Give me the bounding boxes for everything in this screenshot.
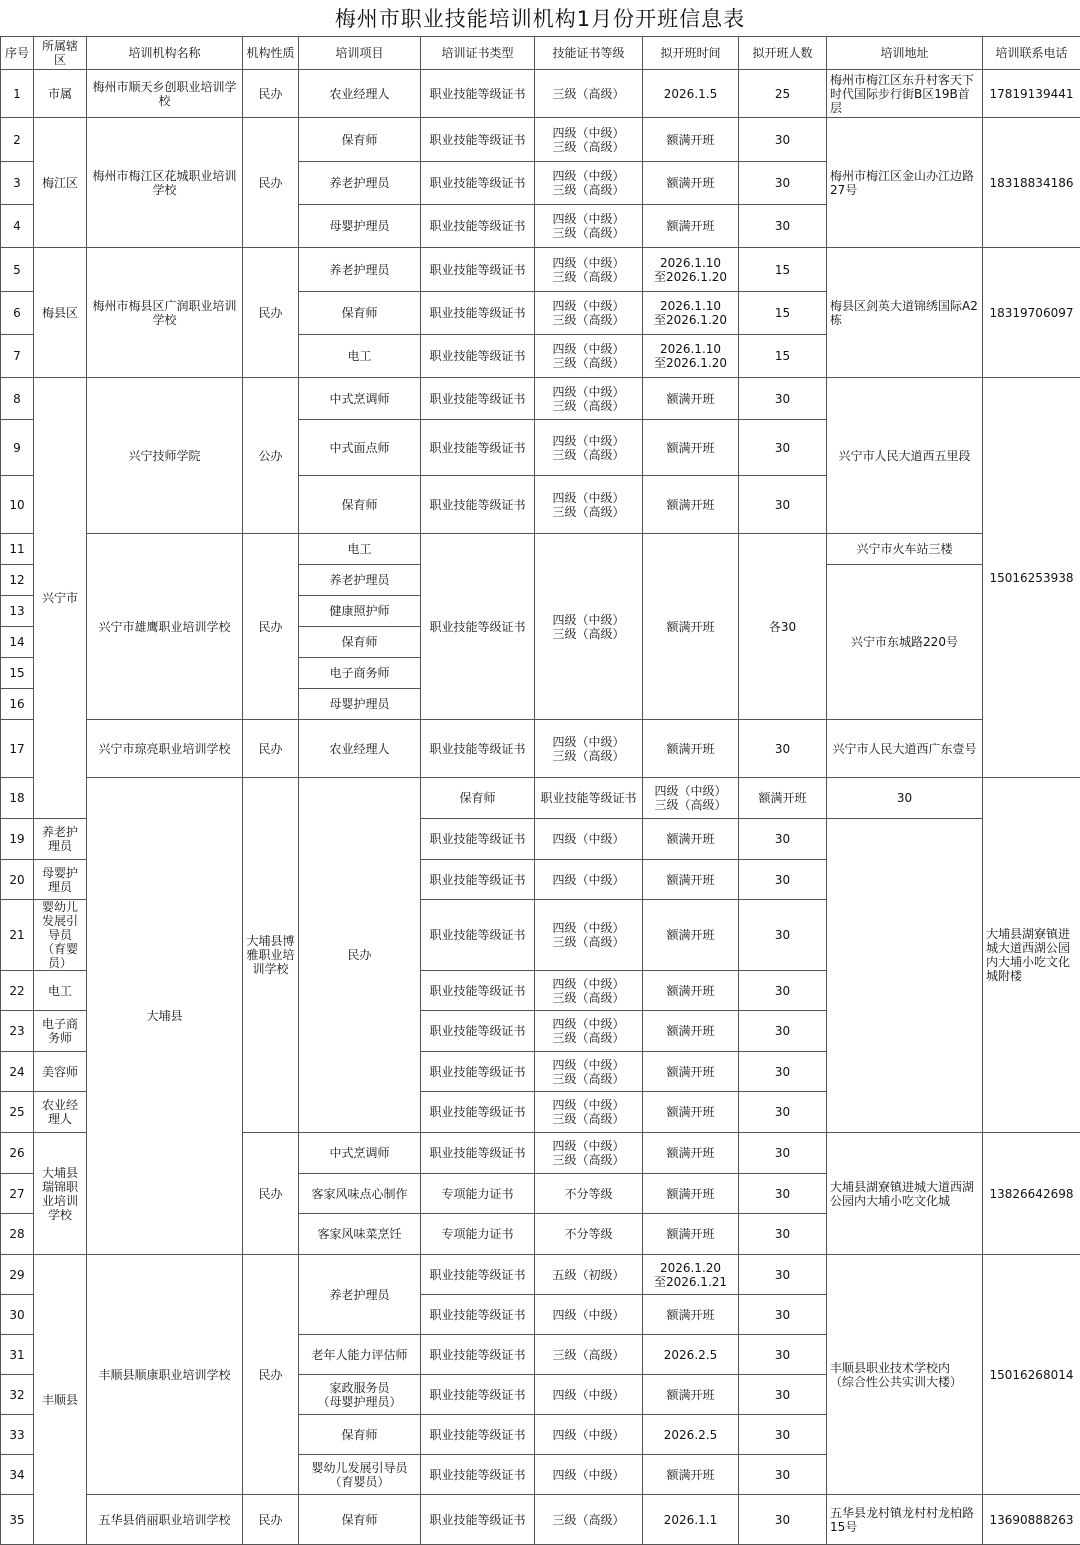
cell-class-size: 30 [739, 118, 827, 162]
cell-program: 养老护理员 [299, 162, 421, 205]
cell-seq: 6 [1, 292, 34, 335]
cell-class-size: 30 [739, 1133, 827, 1174]
cell-start-time: 额满开班 [643, 378, 739, 420]
cell-start-time: 额满开班 [739, 778, 827, 819]
cell-institution: 兴宁市琼亮职业培训学校 [87, 720, 243, 778]
training-schedule-table [0, 36, 1080, 1545]
cell-district: 丰顺县 [34, 1255, 87, 1545]
cell-class-size: 30 [739, 1375, 827, 1415]
header-seq: 序号 [1, 37, 34, 70]
cell-level: 四级（中级） 三级（高级） [535, 1052, 643, 1092]
cell-institution: 大埔县瑞锦职业培训学校 [34, 1133, 87, 1255]
cell-cert-type: 职业技能等级证书 [421, 1255, 535, 1295]
cell-cert-type: 职业技能等级证书 [421, 70, 535, 118]
cell-seq: 22 [1, 971, 34, 1011]
cell-seq: 20 [1, 860, 34, 900]
cell-seq: 19 [1, 819, 34, 860]
cell-cert-type: 职业技能等级证书 [421, 860, 535, 900]
cell-class-size: 30 [739, 378, 827, 420]
cell-program: 保育师 [299, 476, 421, 534]
cell-institution: 梅州市顺天乡创职业培训学校 [87, 70, 243, 118]
cell-cert-type: 职业技能等级证书 [421, 205, 535, 248]
cell-nature: 民办 [243, 534, 299, 720]
cell-level: 四级（中级） 三级（高级） [535, 420, 643, 476]
cell-level: 四级（中级） [535, 1295, 643, 1335]
cell-seq: 3 [1, 162, 34, 205]
cell-institution: 梅州市梅县区广润职业培训学校 [87, 248, 243, 378]
cell-level: 四级（中级） [535, 1455, 643, 1495]
cell-cert-type: 职业技能等级证书 [421, 1295, 535, 1335]
cell-level: 不分等级 [535, 1214, 643, 1255]
cell-class-size: 30 [739, 1174, 827, 1214]
cell-cert-type: 职业技能等级证书 [535, 778, 643, 819]
cell-level: 三级（高级） [535, 1335, 643, 1375]
cell-start-time: 2026.1.10 至2026.1.20 [643, 292, 739, 335]
cell-address: 梅州市梅江区金山办江边路27号 [827, 118, 983, 248]
cell-program: 养老护理员 [299, 565, 421, 596]
cell-cert-type: 职业技能等级证书 [421, 534, 535, 720]
cell-seq: 11 [1, 534, 34, 565]
cell-phone: 13826642698 [983, 1133, 1080, 1255]
cell-address: 大埔县湖寮镇进城大道西湖公园内大埔小吃文化城 [827, 1133, 983, 1255]
cell-level: 四级（中级） 三级（高级） [535, 162, 643, 205]
cell-level: 四级（中级） 三级（高级） [535, 1011, 643, 1052]
header-district: 所属辖区 [34, 37, 87, 70]
cell-cert-type: 职业技能等级证书 [421, 1495, 535, 1545]
cell-nature: 民办 [243, 720, 299, 778]
table-row [1, 1255, 1080, 1295]
cell-start-time: 2026.2.5 [643, 1415, 739, 1455]
cell-cert-type: 职业技能等级证书 [421, 476, 535, 534]
cell-program: 中式面点师 [299, 420, 421, 476]
cell-class-size: 30 [739, 1052, 827, 1092]
cell-seq: 4 [1, 205, 34, 248]
cell-start-time: 2026.1.5 [643, 70, 739, 118]
cell-program: 中式烹调师 [299, 378, 421, 420]
cell-level: 四级（中级） [535, 1415, 643, 1455]
cell-program: 保育师 [299, 292, 421, 335]
cell-level: 不分等级 [535, 1174, 643, 1214]
cell-seq: 15 [1, 658, 34, 689]
cell-level: 五级（初级） [535, 1255, 643, 1295]
page-title: 梅州市职业技能培训机构1月份开班信息表 [0, 0, 1080, 36]
header-class-size: 拟开班人数 [739, 37, 827, 70]
cell-district: 兴宁市 [34, 378, 87, 819]
cell-seq: 8 [1, 378, 34, 420]
table-row [1, 248, 1080, 292]
cell-class-size: 30 [739, 1455, 827, 1495]
cell-address: 梅州市梅江区东升村客天下时代国际步行街B区19B首层 [827, 70, 983, 118]
table-row [1, 70, 1080, 118]
cell-start-time: 额满开班 [643, 860, 739, 900]
header-nature: 机构性质 [243, 37, 299, 70]
cell-start-time: 2026.2.5 [643, 1335, 739, 1375]
cell-start-time: 2026.1.1 [643, 1495, 739, 1545]
cell-start-time: 额满开班 [643, 1133, 739, 1174]
cell-seq: 12 [1, 565, 34, 596]
cell-program: 家政服务员 （母婴护理员） [299, 1375, 421, 1415]
cell-start-time: 额满开班 [643, 819, 739, 860]
cell-program: 中式烹调师 [299, 1133, 421, 1174]
cell-institution: 梅州市梅江区花城职业培训学校 [87, 118, 243, 248]
cell-start-time: 额满开班 [643, 1375, 739, 1415]
cell-cert-type: 职业技能等级证书 [421, 118, 535, 162]
cell-nature: 民办 [243, 70, 299, 118]
header-cert-type: 培训证书类型 [421, 37, 535, 70]
cell-program: 客家风味菜烹饪 [299, 1214, 421, 1255]
cell-program: 母婴护理员 [34, 860, 87, 900]
cell-seq: 25 [1, 1092, 34, 1133]
cell-nature: 民办 [243, 118, 299, 248]
cell-program: 电子商务师 [299, 658, 421, 689]
cell-address: 兴宁市火车站三楼 [827, 534, 983, 565]
cell-cert-type: 职业技能等级证书 [421, 162, 535, 205]
cell-program: 养老护理员 [299, 248, 421, 292]
cell-program: 农业经理人 [34, 1092, 87, 1133]
cell-start-time: 额满开班 [643, 534, 739, 720]
cell-start-time: 额满开班 [643, 1092, 739, 1133]
cell-cert-type: 职业技能等级证书 [421, 1011, 535, 1052]
cell-start-time: 额满开班 [643, 420, 739, 476]
cell-class-size: 30 [739, 476, 827, 534]
cell-cert-type: 职业技能等级证书 [421, 378, 535, 420]
cell-cert-type: 职业技能等级证书 [421, 720, 535, 778]
cell-district: 市属 [34, 70, 87, 118]
cell-class-size: 30 [739, 1495, 827, 1545]
cell-cert-type: 专项能力证书 [421, 1174, 535, 1214]
cell-level: 四级（中级） 三级（高级） [535, 534, 643, 720]
cell-level: 四级（中级） 三级（高级） [535, 720, 643, 778]
cell-nature: 民办 [243, 1495, 299, 1545]
cell-seq: 1 [1, 70, 34, 118]
cell-level: 四级（中级） 三级（高级） [535, 335, 643, 378]
cell-level: 四级（中级） 三级（高级） [535, 971, 643, 1011]
cell-district: 梅县区 [34, 248, 87, 378]
cell-address: 兴宁市人民大道西五里段 [827, 378, 983, 534]
cell-seq: 34 [1, 1455, 34, 1495]
cell-phone: 15016253938 [983, 378, 1080, 778]
cell-program: 农业经理人 [299, 720, 421, 778]
cell-seq: 27 [1, 1174, 34, 1214]
cell-level: 四级（中级） 三级（高级） [643, 778, 739, 819]
cell-level: 四级（中级） 三级（高级） [535, 292, 643, 335]
cell-level: 四级（中级） [535, 1375, 643, 1415]
cell-program: 老年人能力评估师 [299, 1335, 421, 1375]
cell-seq: 30 [1, 1295, 34, 1335]
cell-program: 电子商务师 [34, 1011, 87, 1052]
cell-seq: 7 [1, 335, 34, 378]
cell-start-time: 额满开班 [643, 118, 739, 162]
cell-seq: 26 [1, 1133, 34, 1174]
cell-seq: 31 [1, 1335, 34, 1375]
cell-level: 三级（高级） [535, 70, 643, 118]
cell-level: 三级（高级） [535, 1495, 643, 1545]
cell-class-size: 30 [739, 900, 827, 971]
cell-cert-type: 职业技能等级证书 [421, 335, 535, 378]
cell-nature: 民办 [243, 1133, 299, 1255]
table-row [1, 1495, 1080, 1545]
cell-program: 养老护理员 [34, 819, 87, 860]
cell-program: 电工 [299, 534, 421, 565]
cell-level: 四级（中级） 三级（高级） [535, 118, 643, 162]
cell-phone: 17819139441 [983, 70, 1080, 118]
cell-class-size: 30 [739, 420, 827, 476]
header-start-time: 拟开班时间 [643, 37, 739, 70]
cell-level: 四级（中级） 三级（高级） [535, 205, 643, 248]
cell-start-time: 额满开班 [643, 720, 739, 778]
cell-seq: 35 [1, 1495, 34, 1545]
cell-program: 婴幼儿发展引导员 （育婴员） [34, 900, 87, 971]
cell-class-size: 30 [739, 860, 827, 900]
cell-cert-type: 职业技能等级证书 [421, 971, 535, 1011]
cell-start-time: 额满开班 [643, 1455, 739, 1495]
cell-institution: 大埔县博雅职业培训学校 [243, 778, 299, 1133]
cell-district: 梅江区 [34, 118, 87, 248]
cell-class-size: 30 [739, 1415, 827, 1455]
cell-level: 四级（中级） [535, 860, 643, 900]
cell-phone: 18318834186 [983, 118, 1080, 248]
cell-cert-type: 职业技能等级证书 [421, 420, 535, 476]
cell-class-size: 30 [739, 162, 827, 205]
cell-cert-type: 专项能力证书 [421, 1214, 535, 1255]
cell-institution: 兴宁市雄鹰职业培训学校 [87, 534, 243, 720]
cell-seq: 17 [1, 720, 34, 778]
cell-class-size: 30 [739, 1011, 827, 1052]
cell-program: 保育师 [299, 1415, 421, 1455]
cell-institution: 丰顺县顺康职业培训学校 [87, 1255, 243, 1495]
header-institution: 培训机构名称 [87, 37, 243, 70]
cell-seq: 28 [1, 1214, 34, 1255]
cell-level: 四级（中级） 三级（高级） [535, 1092, 643, 1133]
cell-class-size: 30 [827, 778, 983, 819]
cell-cert-type: 职业技能等级证书 [421, 819, 535, 860]
cell-program: 保育师 [299, 1495, 421, 1545]
cell-seq: 33 [1, 1415, 34, 1455]
cell-start-time: 额满开班 [643, 1214, 739, 1255]
cell-seq: 14 [1, 627, 34, 658]
cell-program: 母婴护理员 [299, 689, 421, 720]
cell-phone: 18319706097 [983, 248, 1080, 378]
cell-address: 丰顺县职业技术学校内 （综合性公共实训大楼） [827, 1255, 983, 1495]
cell-class-size: 各30 [739, 534, 827, 720]
cell-program: 母婴护理员 [299, 205, 421, 248]
cell-nature: 民办 [243, 1255, 299, 1495]
cell-class-size: 30 [739, 720, 827, 778]
header-phone: 培训联系电话 [983, 37, 1080, 70]
cell-cert-type: 职业技能等级证书 [421, 1133, 535, 1174]
cell-class-size: 30 [739, 1295, 827, 1335]
cell-start-time: 2026.1.10 至2026.1.20 [643, 248, 739, 292]
cell-program: 电工 [34, 971, 87, 1011]
cell-cert-type: 职业技能等级证书 [421, 1455, 535, 1495]
cell-seq: 32 [1, 1375, 34, 1415]
cell-class-size: 15 [739, 335, 827, 378]
cell-cert-type: 职业技能等级证书 [421, 1052, 535, 1092]
cell-start-time: 额满开班 [643, 162, 739, 205]
header-address: 培训地址 [827, 37, 983, 70]
cell-level: 四级（中级） 三级（高级） [535, 378, 643, 420]
table-row [1, 778, 1080, 819]
cell-program: 养老护理员 [299, 1255, 421, 1335]
cell-class-size: 30 [739, 971, 827, 1011]
cell-seq: 29 [1, 1255, 34, 1295]
header-program: 培训项目 [299, 37, 421, 70]
cell-start-time: 额满开班 [643, 1011, 739, 1052]
cell-program: 保育师 [421, 778, 535, 819]
cell-class-size: 30 [739, 1214, 827, 1255]
cell-class-size: 15 [739, 292, 827, 335]
cell-cert-type: 职业技能等级证书 [421, 248, 535, 292]
cell-institution: 五华县俏丽职业培训学校 [87, 1495, 243, 1545]
cell-start-time: 额满开班 [643, 1174, 739, 1214]
cell-level: 四级（中级） 三级（高级） [535, 248, 643, 292]
cell-class-size: 25 [739, 70, 827, 118]
cell-institution: 兴宁技师学院 [87, 378, 243, 534]
cell-seq: 13 [1, 596, 34, 627]
cell-program: 保育师 [299, 118, 421, 162]
cell-program: 客家风味点心制作 [299, 1174, 421, 1214]
cell-class-size: 15 [739, 248, 827, 292]
cell-program: 健康照护师 [299, 596, 421, 627]
cell-address: 大埔县湖寮镇进城大道西湖公园内大埔小吃文化城附楼 [983, 778, 1080, 1133]
cell-cert-type: 职业技能等级证书 [421, 1335, 535, 1375]
cell-phone: 15016268014 [983, 1255, 1080, 1495]
cell-seq: 16 [1, 689, 34, 720]
cell-seq: 10 [1, 476, 34, 534]
cell-seq: 9 [1, 420, 34, 476]
cell-seq: 5 [1, 248, 34, 292]
cell-nature: 公办 [243, 378, 299, 534]
cell-nature: 民办 [243, 248, 299, 378]
cell-nature: 民办 [299, 778, 421, 1133]
cell-cert-type: 职业技能等级证书 [421, 900, 535, 971]
table-row [1, 720, 1080, 778]
cell-seq: 2 [1, 118, 34, 162]
table-row [1, 534, 1080, 565]
cell-cert-type: 职业技能等级证书 [421, 1092, 535, 1133]
cell-program: 保育师 [299, 627, 421, 658]
cell-start-time: 2026.1.10 至2026.1.20 [643, 335, 739, 378]
header-level: 技能证书等级 [535, 37, 643, 70]
cell-level: 四级（中级） 三级（高级） [535, 900, 643, 971]
cell-class-size: 30 [739, 1092, 827, 1133]
cell-start-time: 额满开班 [643, 971, 739, 1011]
cell-address: 五华县龙村镇龙村村龙柏路15号 [827, 1495, 983, 1545]
cell-program: 农业经理人 [299, 70, 421, 118]
cell-start-time: 2026.1.20 至2026.1.21 [643, 1255, 739, 1295]
cell-seq: 23 [1, 1011, 34, 1052]
table-row [1, 378, 1080, 420]
cell-address: 兴宁市东城路220号 [827, 565, 983, 720]
cell-cert-type: 职业技能等级证书 [421, 1415, 535, 1455]
table-row [1, 118, 1080, 162]
cell-start-time: 额满开班 [643, 900, 739, 971]
cell-level: 四级（中级） 三级（高级） [535, 476, 643, 534]
cell-start-time: 额满开班 [643, 476, 739, 534]
cell-start-time: 额满开班 [643, 1295, 739, 1335]
cell-address: 兴宁市人民大道西广东壹号 [827, 720, 983, 778]
cell-seq: 24 [1, 1052, 34, 1092]
cell-phone: 13690888263 [983, 1495, 1080, 1545]
cell-district: 大埔县 [87, 778, 243, 1255]
cell-level: 四级（中级） [535, 819, 643, 860]
cell-class-size: 30 [739, 819, 827, 860]
cell-seq: 18 [1, 778, 34, 819]
cell-start-time: 额满开班 [643, 1052, 739, 1092]
cell-cert-type: 职业技能等级证书 [421, 1375, 535, 1415]
cell-level: 四级（中级） 三级（高级） [535, 1133, 643, 1174]
cell-program: 婴幼儿发展引导员 （育婴员） [299, 1455, 421, 1495]
cell-start-time: 额满开班 [643, 205, 739, 248]
cell-program: 电工 [299, 335, 421, 378]
cell-class-size: 30 [739, 1255, 827, 1295]
cell-class-size: 30 [739, 205, 827, 248]
cell-cert-type: 职业技能等级证书 [421, 292, 535, 335]
cell-address: 梅县区剑英大道锦绣国际A2栋 [827, 248, 983, 378]
cell-class-size: 30 [739, 1335, 827, 1375]
cell-program: 美容师 [34, 1052, 87, 1092]
cell-seq: 21 [1, 900, 34, 971]
